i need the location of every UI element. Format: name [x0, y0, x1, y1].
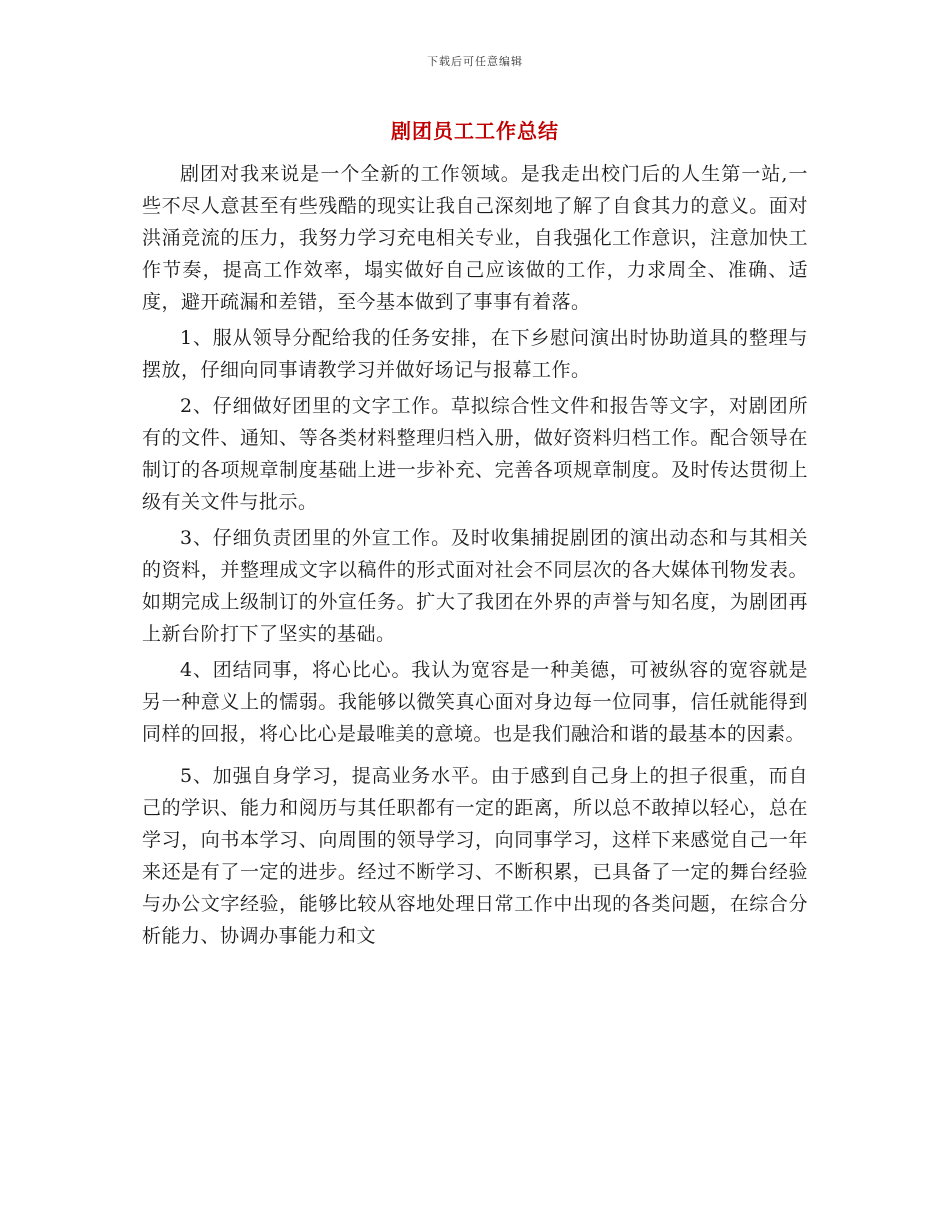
paragraph-item-2: 2、仔细做好团里的文字工作。草拟综合性文件和报告等文字，对剧团所有的文件、通知、等各类材料整理归档入册，做好资料归档工作。配合领导在制订的各项规章制度基础上进一步补充、完善各项规章制度。及时传达贯彻上级有关文件与批示。 — [142, 395, 808, 513]
document-title: 剧团员工工作总结 — [391, 119, 559, 143]
paragraph-item-3: 3、仔细负责团里的外宣工作。及时收集捕捉剧团的演出动态和与其相关的资料，并整理成文字以稿件的形式面对社会不同层次的各大媒体刊物发表。如期完成上级制订的外宣任务。扩大了我团在外界的声誉与知名度，为剧团再上新台阶打下了坚实的基础。 — [142, 527, 808, 645]
page-header-note: 下载后可任意编辑 — [427, 55, 523, 68]
document-body — [142, 158, 808, 952]
paragraph-item-5: 5、加强自身学习，提高业务水平。由于感到自己身上的担子很重，而自己的学识、能力和阅历与其任职都有一定的距离，所以总不敢掉以轻心，总在学习，向书本学习、向周围的领导学习，向同事学习，这样下来感觉自己一年来还是有了一定的进步。经过不断学习、不断积累，已具备了一定的舞台经验与办公文字经验，能够比较从容地处理日常工作中出现的各类问题，在综合分析能力、协调办事能力和文 — [142, 765, 808, 947]
paragraph-item-1: 1、服从领导分配给我的任务安排，在下乡慰问演出时协助道具的整理与摆放，仔细向同事请教学习并做好场记与报幕工作。 — [142, 327, 808, 381]
paragraph-item-4: 4、团结同事，将心比心。我认为宽容是一种美德，可被纵容的宽容就是另一种意义上的懦弱。我能够以微笑真心面对身边每一位同事，信任就能得到同样的回报，将心比心是最唯美的意境。也是我们融洽和谐的最基本的因素。 — [142, 659, 808, 745]
paragraph-intro: 剧团对我来说是一个全新的工作领域。是我走出校门后的人生第一站,一些不尽人意甚至有些残酷的现实让我自己深刻地了解了自食其力的意义。面对洪涌竞流的压力，我努力学习充电相关专业，自我强化工作意识，注意加快工作节奏，提高工作效率，塌实做好自己应该做的工作，力求周全、准确、适度，避开疏漏和差错，至今基本做到了事事有着落。 — [142, 163, 808, 313]
